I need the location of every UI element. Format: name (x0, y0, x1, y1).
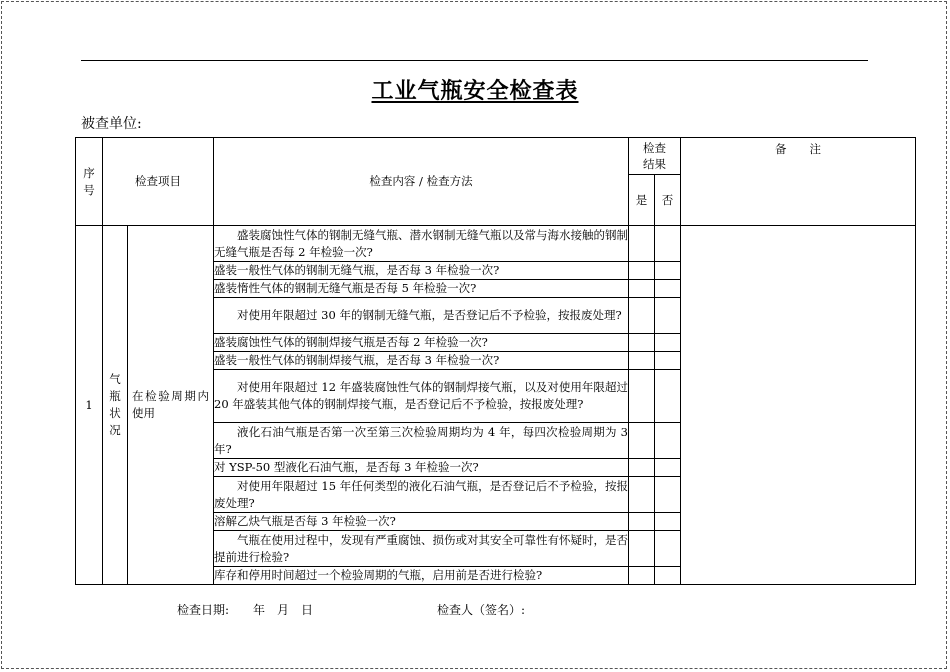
check-content-cell: 溶解乙炔气瓶是否每 3 年检验一次? (214, 513, 629, 531)
result-no-cell[interactable] (655, 298, 681, 334)
header-item: 检查项目 (103, 138, 214, 226)
header-seq (76, 138, 103, 226)
result-yes-cell[interactable] (629, 423, 655, 459)
result-yes-cell[interactable] (629, 370, 655, 423)
result-yes-cell[interactable] (629, 513, 655, 531)
header-result (629, 138, 681, 175)
result-no-cell[interactable] (655, 334, 681, 352)
document-title (0, 74, 950, 105)
result-yes-cell[interactable] (629, 531, 655, 567)
table-body (76, 138, 916, 585)
check-content-cell: 盛装一般性气体的钢制焊接气瓶，是否每 3 年检验一次? (214, 352, 629, 370)
checklist-table (75, 137, 916, 585)
result-no-cell[interactable] (655, 567, 681, 585)
header-row (76, 138, 916, 175)
result-yes-cell[interactable] (629, 334, 655, 352)
check-content-cell: 盛装腐蚀性气体的钢制焊接气瓶是否每 2 年检验一次? (214, 334, 629, 352)
category-cell: 气 瓶 状 况 (103, 226, 128, 585)
header-no: 否 (655, 175, 681, 226)
result-yes-cell[interactable] (629, 280, 655, 298)
check-content-cell: 对使用年限超过 12 年盛装腐蚀性气体的钢制焊接气瓶，以及对使用年限超过 20 年盛装其他气体的钢制焊接气瓶，是否登记后不予检验，按报废处理? (214, 370, 629, 423)
result-no-cell[interactable] (655, 531, 681, 567)
check-content-cell: 库存和停用时间超过一个检验周期的气瓶，启用前是否进行检验? (214, 567, 629, 585)
check-content-cell: 盛装腐蚀性气体的钢制无缝气瓶、潜水钢制无缝气瓶以及常与海水接触的钢制无缝气瓶是否每 2 年检验一次? (214, 226, 629, 262)
header-result-text: 检查 结果 (643, 141, 666, 171)
header-content: 检查内容 / 检查方法 (214, 138, 629, 226)
result-no-cell[interactable] (655, 352, 681, 370)
inspector-signature-label: 检查人（签名）: (437, 603, 526, 617)
result-yes-cell[interactable] (629, 352, 655, 370)
top-rule (81, 60, 868, 61)
check-content-cell: 对 YSP-50 型液化石油气瓶，是否每 3 年检验一次? (214, 459, 629, 477)
remark-cell[interactable] (681, 226, 916, 585)
table-row (76, 226, 916, 262)
check-content-cell: 液化石油气瓶是否第一次至第三次检验周期均为 4 年，每四次检验周期为 3 年? (214, 423, 629, 459)
seq-number-cell: 1 (76, 226, 103, 585)
inspected-unit-label: 被查单位: (81, 116, 142, 132)
result-no-cell[interactable] (655, 477, 681, 513)
result-yes-cell[interactable] (629, 226, 655, 262)
result-yes-cell[interactable] (629, 567, 655, 585)
check-content-cell: 盛装一般性气体的钢制无缝气瓶，是否每 3 年检验一次? (214, 262, 629, 280)
check-content-cell: 盛装惰性气体的钢制无缝气瓶是否每 5 年检验一次? (214, 280, 629, 298)
inspection-date-label: 检查日期: 年 月 日 (177, 603, 314, 617)
header-seq-text: 序 号 (83, 165, 95, 197)
check-content-cell: 对使用年限超过 15 年任何类型的液化石油气瓶，是否登记后不予检验，按报废处理? (214, 477, 629, 513)
header-yes: 是 (629, 175, 655, 226)
result-no-cell[interactable] (655, 513, 681, 531)
check-content-cell: 气瓶在使用过程中，发现有严重腐蚀、损伤或对其安全可靠性有怀疑时，是否提前进行检验? (214, 531, 629, 567)
result-yes-cell[interactable] (629, 262, 655, 280)
header-remark: 备 注 (681, 138, 916, 226)
document-title-text: 工业气瓶安全检查表 (371, 78, 579, 104)
result-yes-cell[interactable] (629, 298, 655, 334)
result-yes-cell[interactable] (629, 477, 655, 513)
check-content-cell: 对使用年限超过 30 年的钢制无缝气瓶，是否登记后不予检验，按报废处理? (214, 298, 629, 334)
result-no-cell[interactable] (655, 280, 681, 298)
result-no-cell[interactable] (655, 459, 681, 477)
result-no-cell[interactable] (655, 226, 681, 262)
result-yes-cell[interactable] (629, 459, 655, 477)
result-no-cell[interactable] (655, 262, 681, 280)
subcategory-cell: 在检验周期内使用 (128, 226, 214, 585)
result-no-cell[interactable] (655, 370, 681, 423)
result-no-cell[interactable] (655, 423, 681, 459)
